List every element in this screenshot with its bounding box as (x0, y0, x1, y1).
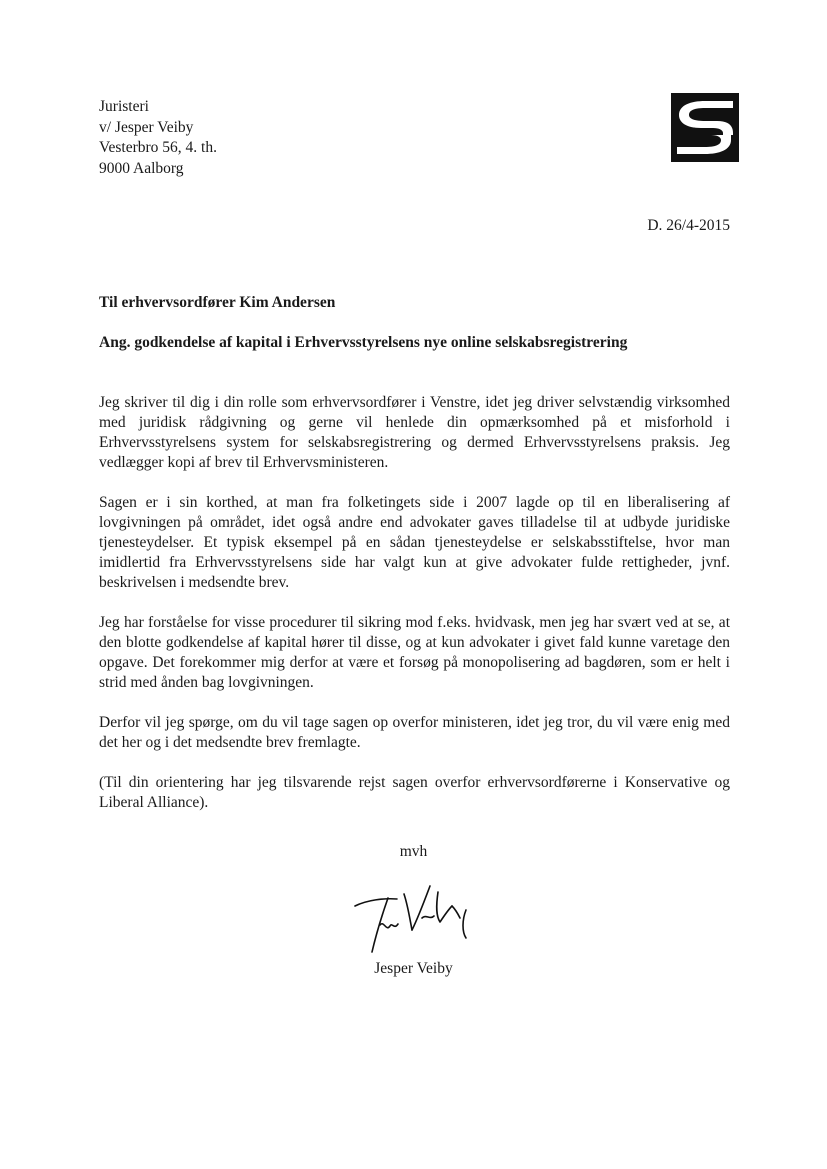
recipient-line: Til erhvervsordfører Kim Andersen (99, 294, 336, 311)
paragraph-5: (Til din orientering har jeg tilsvarende rejst sagen overfor erhvervsordførerne i Konservative og Liberal Alliance). (99, 774, 730, 811)
paragraph-3: Jeg har forståelse for visse procedurer til sikring mod f.eks. hvidvask, men jeg har svært ved at se, at den blotte godkendelse af kapital hører til disse, og at kun advokater i givet fald kunne varetage den opgave. Det forekommer mig derfor at være et forsøg på monopolisering ad bagdøren, som er helt i strid med ånden bag lovgivningen. (99, 614, 730, 691)
handwritten-signature-icon (352, 880, 477, 960)
closing-greeting: mvh (399, 843, 428, 860)
letter-date: D. 26/4-2015 (647, 217, 730, 234)
sender-contact: v/ Jesper Veiby (99, 118, 194, 136)
paragraph-4: Derfor vil jeg spørge, om du vil tage sagen op overfor ministeren, idet jeg tror, du vil være enig med det her og i det medsendte brev fremlagte. (99, 714, 730, 751)
letter-body (99, 393, 730, 833)
sender-name: Juristeri (99, 98, 149, 115)
subject-line: Ang. godkendelse af kapital i Erhvervsstyrelsens nye online selskabsregistrering (99, 334, 628, 351)
sender-address (99, 97, 217, 179)
paragraph-2: Sagen er i sin korthed, at man fra folketingets side i 2007 lagde op til en liberalisering af lovgivningen på området, idet også andre end advokater gaves tilladelse til at udbyde juridiske tjenesteydelser. Et typisk eksempel på en sådan tjenesteydelse er selskabsstiftelse, hvor man imidlertid fra Erhvervsstyrelsens side har valgt kun at give advokater fulde rettigheder, jvnf. beskrivelsen i medsendte brev. (99, 494, 730, 591)
paragraph-1: Jeg skriver til dig i din rolle som erhvervsordfører i Venstre, idet jeg driver selvstændig virksomhed med juridisk rådgivning og gerne vil henlede din opmærksomhed på et misforhold i Erhvervsstyrelsens system for selskabsregistrering og dermed Erhvervsstyrelsens praksis. Jeg vedlægger kopi af brev til Erhvervsministeren. (99, 394, 730, 471)
sender-city: 9000 Aalborg (99, 159, 184, 177)
stylized-s-logo-icon (671, 93, 739, 162)
signer-name: Jesper Veiby (374, 960, 453, 977)
sender-street: Vesterbro 56, 4. th. (99, 139, 217, 156)
